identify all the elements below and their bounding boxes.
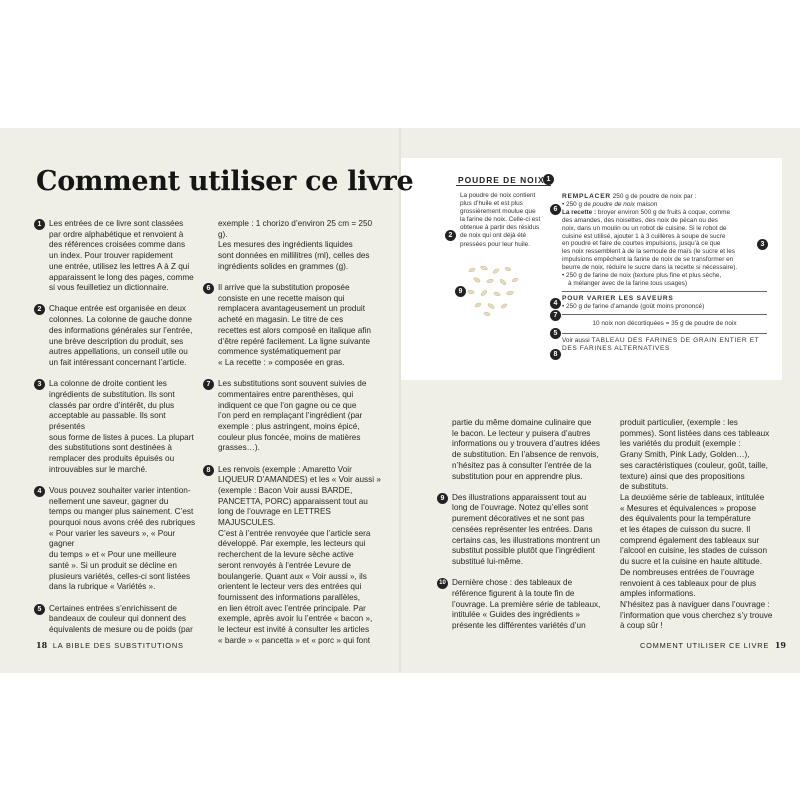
paragraph-line: Des illustrations apparaissent tout au <box>452 492 587 502</box>
marker-4: 4 <box>550 298 561 309</box>
title-underline <box>456 185 551 186</box>
paragraph-line: nellement une saveur, gagner du <box>49 496 169 506</box>
paragraph-line: de substitution. En l’absence de renvois, <box>452 450 599 460</box>
bullet-flour: à mélanger avec de la farine tous usages) <box>568 279 688 287</box>
paragraph-line: des substitutions sont destinées à <box>49 443 172 453</box>
bullet-flour: • 250 g de farine de noix (texture plus fine et plus sèche, <box>562 272 722 280</box>
number-badge-8: 8 <box>203 465 214 476</box>
paragraph-line: « Pour varier les saveurs », « Pour gagner <box>49 528 176 549</box>
paragraph-line: renvoient à ces tableaux pour de plus <box>620 578 757 588</box>
paragraph-line: sont données en millilitres (ml), celles des <box>218 251 370 261</box>
marker-7: 7 <box>550 310 561 321</box>
paragraph-3 <box>37 379 201 475</box>
paragraph-line: consiste en une recette maison qui <box>218 293 345 303</box>
paragraph-line: Les mesures des ingrédients liquides <box>218 240 353 250</box>
paragraph-9 <box>440 492 602 568</box>
paragraph-line: orientent le lecteur vers des entrées qui <box>218 582 362 592</box>
number-badge-7: 7 <box>203 379 214 390</box>
paragraph-line: un index. Pour trouver rapidement <box>49 251 173 261</box>
paragraph-line: remplacer des produits épuisés ou <box>49 454 175 464</box>
number-badge-1: 1 <box>34 219 45 230</box>
paragraph-line: substitution pour en apprendre plus. <box>452 471 583 481</box>
paragraph-line: boulangerie. Quant aux « Voir aussi », ils <box>218 571 367 581</box>
paragraph-line: « Mesures et équivalences » propose <box>620 503 757 513</box>
paragraph-line: introuvables sur le marché. <box>49 464 148 474</box>
recipe-text: noix, dans un moulin ou un robot de cuisine. Si le robot de <box>562 224 727 232</box>
paragraph-line: informations ou y trouvera d’autres idées <box>452 439 600 449</box>
recipe-text: cuisine est utilisé, ajouter 1 à 3 cuillères à soupe de sucre <box>562 232 726 240</box>
marker-3: 3 <box>757 239 768 250</box>
divider <box>562 314 767 315</box>
number-badge-5: 5 <box>34 604 45 615</box>
paragraph-line: le bacon. Le lecteur y puisera d’autres <box>452 428 591 438</box>
paragraph-line: Dernière chose : des tableaux de <box>452 578 573 588</box>
description-line: pressées pour leur huile. <box>460 240 530 248</box>
paragraph-1 <box>37 219 201 294</box>
paragraph-line: ingrédients solides en grammes (g). <box>218 261 349 271</box>
paragraph-line: ingrédients de substitution. Ils sont <box>49 389 175 399</box>
paragraph-line: référence figurent à la toute fin de <box>452 588 575 598</box>
vary-text: • 250 g de farine d’amande (goût moins prononcé) <box>562 302 705 310</box>
paragraph-line: à coup sûr ! <box>620 621 663 631</box>
paragraph-line: produit particulier, (exemple : les <box>620 418 738 427</box>
paragraph-4 <box>37 485 201 593</box>
marker-5: 5 <box>550 328 561 339</box>
paragraph-line: pourquoi nous avons créé des rubriques <box>49 518 196 528</box>
paragraph-line: commentaires entre parenthèses, qui <box>218 389 354 399</box>
paragraph-line: censées représenter les entrées. Dans <box>452 524 593 534</box>
paragraph-line: recettes est alors composé en italique afin <box>218 325 371 335</box>
paragraph-line: indiquent ce que l’on gagne ou ce que <box>218 400 357 410</box>
paragraph-line: « barde » « pancetta » et « porc » qui font <box>218 635 371 645</box>
sample-description <box>460 192 550 249</box>
equivalence-band: 10 noix non décortiquées = 35 g de poudre de noix <box>592 319 737 327</box>
marker-8: 8 <box>550 349 561 360</box>
divider <box>562 333 767 334</box>
paragraph-line: long de l’ouvrage en LETTRES MAJUSCULES. <box>218 507 331 528</box>
replace-line <box>562 193 767 201</box>
paragraph-line: colonnes. La colonne de gauche donne <box>49 315 192 325</box>
paragraph-line: temps ou manger plus sainement. C’est <box>49 507 194 517</box>
footer-right <box>640 640 786 650</box>
number-badge-6: 6 <box>203 283 214 294</box>
paragraph-line: recherchent de la levure sèche active <box>218 550 354 560</box>
paragraph-continued <box>620 418 780 632</box>
description-line: obtenue à partir des résidus <box>460 224 540 232</box>
number-badge-3: 3 <box>34 379 45 390</box>
paragraph-line: Les entrées de ce livre sont classées <box>49 219 184 228</box>
paragraph-line: et les étapes de cuisson du sucre. Il <box>620 525 751 535</box>
column-3 <box>439 418 602 632</box>
paragraph-line: purement décoratives et ne sont pas <box>452 514 585 524</box>
paragraph-line: présente les différentes variétés d’un <box>452 620 586 630</box>
paragraph-line: des informations générales sur l’entrée, <box>49 325 193 335</box>
paragraph-line: exemple : plus astringent, moins épicé, <box>218 421 360 431</box>
paragraph-line: partie du même domaine culinaire que <box>452 418 592 427</box>
recipe-line <box>562 209 767 217</box>
paragraph-continued <box>218 219 383 273</box>
description-line: La poudre de noix contient <box>460 192 536 199</box>
paragraph-line: N’hésitez pas à naviguer dans l’ouvrage : <box>620 599 770 609</box>
description-line: plus d’huile et est plus <box>460 200 523 208</box>
paragraph-line: couleur plus foncée, moins de matières <box>218 432 361 442</box>
paragraph-line: une entrée, utilisez les lettres A à Z qui <box>49 261 190 271</box>
paragraph-line: Vous pouvez souhaiter varier intention- <box>49 485 191 495</box>
paragraph-line: équivalents de mesure ou de poids (par <box>49 624 193 634</box>
paragraph-line: développé. Par exemple, les lecteurs qui <box>218 539 366 549</box>
see-also-label: Voir aussi <box>562 336 590 344</box>
paragraph-line: l’alcool en cuisine, les stades de cuisson <box>620 546 768 556</box>
paragraph-line: classés par ordre d’intérêt, du plus <box>49 400 175 410</box>
paragraph-line: bandeaux de couleur qui donnent des <box>49 614 187 624</box>
paragraph-line: LIQUEUR D’AMANDES) et les « Voir aussi » <box>218 475 381 485</box>
paragraph-line: par ordre alphabétique et renvoient à <box>49 229 184 239</box>
description-line: grossièrement moulue que <box>460 208 536 216</box>
running-title-right: COMMENT UTILISER CE LIVRE <box>640 641 770 650</box>
paragraph-line: plusieurs variétés, celles-ci sont listées <box>49 571 191 581</box>
recipe-text: les noix ressemblent à de la semoule de maïs (le sucre et les <box>562 248 735 256</box>
paragraph-line: commence systématiquement par <box>218 347 341 357</box>
paragraph-line: substitué lui-même. <box>452 556 523 566</box>
marker-1: 1 <box>543 174 554 185</box>
paragraph-8 <box>206 464 383 647</box>
paragraph-line: Certaines entrées s’enrichissent de <box>49 603 177 613</box>
bullet-italic: poudre de noix maison <box>592 200 658 208</box>
paragraph-line: substitut possible plutôt que l’ingrédient <box>452 546 595 556</box>
paragraph-line: comprend également des tableaux sur <box>620 535 760 545</box>
page-number-left: 18 <box>36 640 48 650</box>
recipe-text: impulsions empêchent la farine de noix de se transformer en <box>562 256 734 264</box>
vary-label: POUR VARIER LES SAVEURS <box>562 294 674 302</box>
page-title: Comment utiliser ce livre <box>36 166 414 197</box>
paragraph-line: C’est à l’entrée renvoyée que l’article sera <box>218 528 371 538</box>
nut-flakes-illustration <box>462 262 522 318</box>
paragraph-line: ses caractéristiques (couleur, goût, taille, <box>620 460 768 470</box>
paragraph-2 <box>37 304 201 368</box>
paragraph-line: Chaque entrée est organisée en deux <box>49 304 187 314</box>
number-badge-9: 9 <box>437 493 448 504</box>
paragraph-line: De nombreuses entrées de l’ouvrage <box>620 567 755 577</box>
recipe-text: des amandes, des noisettes, des noix de pécan ou des <box>562 216 718 224</box>
paragraph-line: Grany Smith, Pink Lady, Golden…), <box>620 450 750 460</box>
running-title-left: LA BIBLE DES SUBSTITUTIONS <box>52 641 184 650</box>
paragraph-line: en lien étroit avec l’entrée principale. Par <box>218 603 366 613</box>
replace-text: 250 g de poudre de noix par : <box>612 193 697 200</box>
paragraph-line: Il arrive que la substitution proposée <box>218 283 350 293</box>
paragraph-line: apparaissent le long des pages, comme <box>49 272 194 282</box>
sample-substitutions <box>562 193 767 352</box>
paragraph-continued <box>452 418 602 482</box>
paragraph-line: une brève description du produit, ses <box>49 336 184 346</box>
paragraph-line: acceptable au passable. Ils sont présentés <box>49 411 166 431</box>
paragraph-line: exemple, après avoir lu l’entrée « bacon », <box>218 614 373 624</box>
paragraph-line: les variétés du produit (exemple : <box>620 439 741 449</box>
paragraph-line: des références croisées comme dans <box>49 240 186 250</box>
paragraph-line: exemple : 1 chorizo d’environ 25 cm = 250 g). <box>218 219 373 239</box>
divider <box>562 291 767 292</box>
page-number-right: 19 <box>774 640 786 650</box>
paragraph-line: autres appellations, un conseil utile ou <box>49 347 188 357</box>
see-also-line <box>562 337 767 345</box>
paragraph-line: si vous feuilletiez un dictionnaire. <box>49 283 169 293</box>
paragraph-line: dans la rubrique « Variétés ». <box>49 582 156 592</box>
paragraph-line: PANCETTA, PORC) apparaissent tout au <box>218 496 368 506</box>
marker-6: 6 <box>550 204 561 215</box>
paragraph-line: pommes). Sont listées dans ces tableaux <box>620 428 770 438</box>
bullet-homemade <box>562 201 767 209</box>
see-also-link[interactable]: TABLEAU DES FARINES DE GRAIN ENTIER ET <box>591 336 760 344</box>
paragraph-line: amples informations. <box>620 589 696 599</box>
number-badge-10: 10 <box>437 578 448 589</box>
paragraph-line: « La recette : » composée en gras. <box>218 357 345 367</box>
paragraph-line: santé ». Si un produit se décline en <box>49 560 177 570</box>
paragraph-line: des équivalents pour la température <box>620 514 751 524</box>
paragraph-line: de substituts. <box>620 482 669 492</box>
recipe-text: beurre de noix, réduire le sucre dans la recette si nécessaire). <box>562 264 738 272</box>
column-1 <box>37 219 201 636</box>
paragraph-7 <box>206 379 383 454</box>
recipe-text: broyer environ 500 g de fruits à coque, comme <box>597 208 731 216</box>
marker-9: 9 <box>455 286 466 297</box>
paragraph-line: n’hésitez pas à consulter l’entrée de la <box>452 460 592 470</box>
bullet-prefix: • 250 g de <box>562 200 593 208</box>
column-4 <box>620 418 780 632</box>
paragraph-line: Les renvois (exemple : Amaretto Voir <box>218 464 352 474</box>
paragraph-line: intitulée « Guides des ingrédients » <box>452 610 580 620</box>
marker-2: 2 <box>445 230 456 241</box>
number-badge-2: 2 <box>34 304 45 315</box>
paragraph-line: un fait intéressant concernant l’article. <box>49 357 187 367</box>
paragraph-line: du sucre et la cuisine en haute altitude. <box>620 557 763 567</box>
paragraph-line: le lecteur est invité à consulter les articles <box>218 625 370 635</box>
paragraph-line: sous forme de listes à puces. La plupart <box>49 432 194 442</box>
paragraph-line: certains cas, les illustrations montrent un <box>452 535 600 545</box>
sample-entry-title: POUDRE DE NOIX <box>458 175 545 185</box>
paragraph-line: La deuxième série de tableaux, intitulée <box>620 492 765 502</box>
footer-left <box>36 640 184 650</box>
paragraph-line: (exemple : Bacon Voir aussi BARDE, <box>218 485 353 495</box>
paragraph-line: l’on perd en remplaçant l’ingrédient (par <box>218 411 363 421</box>
paragraph-line: Les substitutions sont souvent suivies de <box>218 379 367 389</box>
paragraph-line: fournissent des informations parallèles, <box>218 593 360 602</box>
paragraph-6 <box>206 283 383 369</box>
column-2 <box>206 219 383 647</box>
see-also-link[interactable]: DES FARINES ALTERNATIVES <box>562 344 670 352</box>
recipe-text: en poudre et faire de courtes impulsions, jusqu’à ce que <box>562 240 721 248</box>
paragraph-line: du temps » et « Pour une meilleure <box>49 550 177 560</box>
paragraph-line: acheté en magasin. Le titre de ces <box>218 315 344 325</box>
paragraph-line: seront renvoyés à l’entrée Levure de <box>218 560 351 570</box>
recipe-label: La recette : <box>562 208 597 216</box>
paragraph-line: l’information que vous cherchez s’y trouve <box>620 610 773 620</box>
paragraph-line: remplacera avantageusement un produit <box>218 304 366 314</box>
paragraph-line: La colonne de droite contient les <box>49 379 167 389</box>
paragraph-line: texture) ainsi que des propositions <box>620 471 745 481</box>
paragraph-line: long de l’ouvrage. Notez qu’elles sont <box>452 503 589 513</box>
replace-label: REMPLACER <box>562 193 611 200</box>
paragraph-line: l’ouvrage. La première série de tableaux, <box>452 599 601 609</box>
description-line: la farine de noix. Celle-ci est <box>460 216 541 224</box>
paragraph-line: d’être repéré facilement. La ligne suivante <box>218 336 371 346</box>
paragraph-line: grasses…). <box>218 443 260 453</box>
number-badge-4: 4 <box>34 486 45 497</box>
description-line: de noix qui ont déjà été <box>460 232 527 240</box>
paragraph-5 <box>37 603 201 636</box>
paragraph-10 <box>439 578 602 632</box>
